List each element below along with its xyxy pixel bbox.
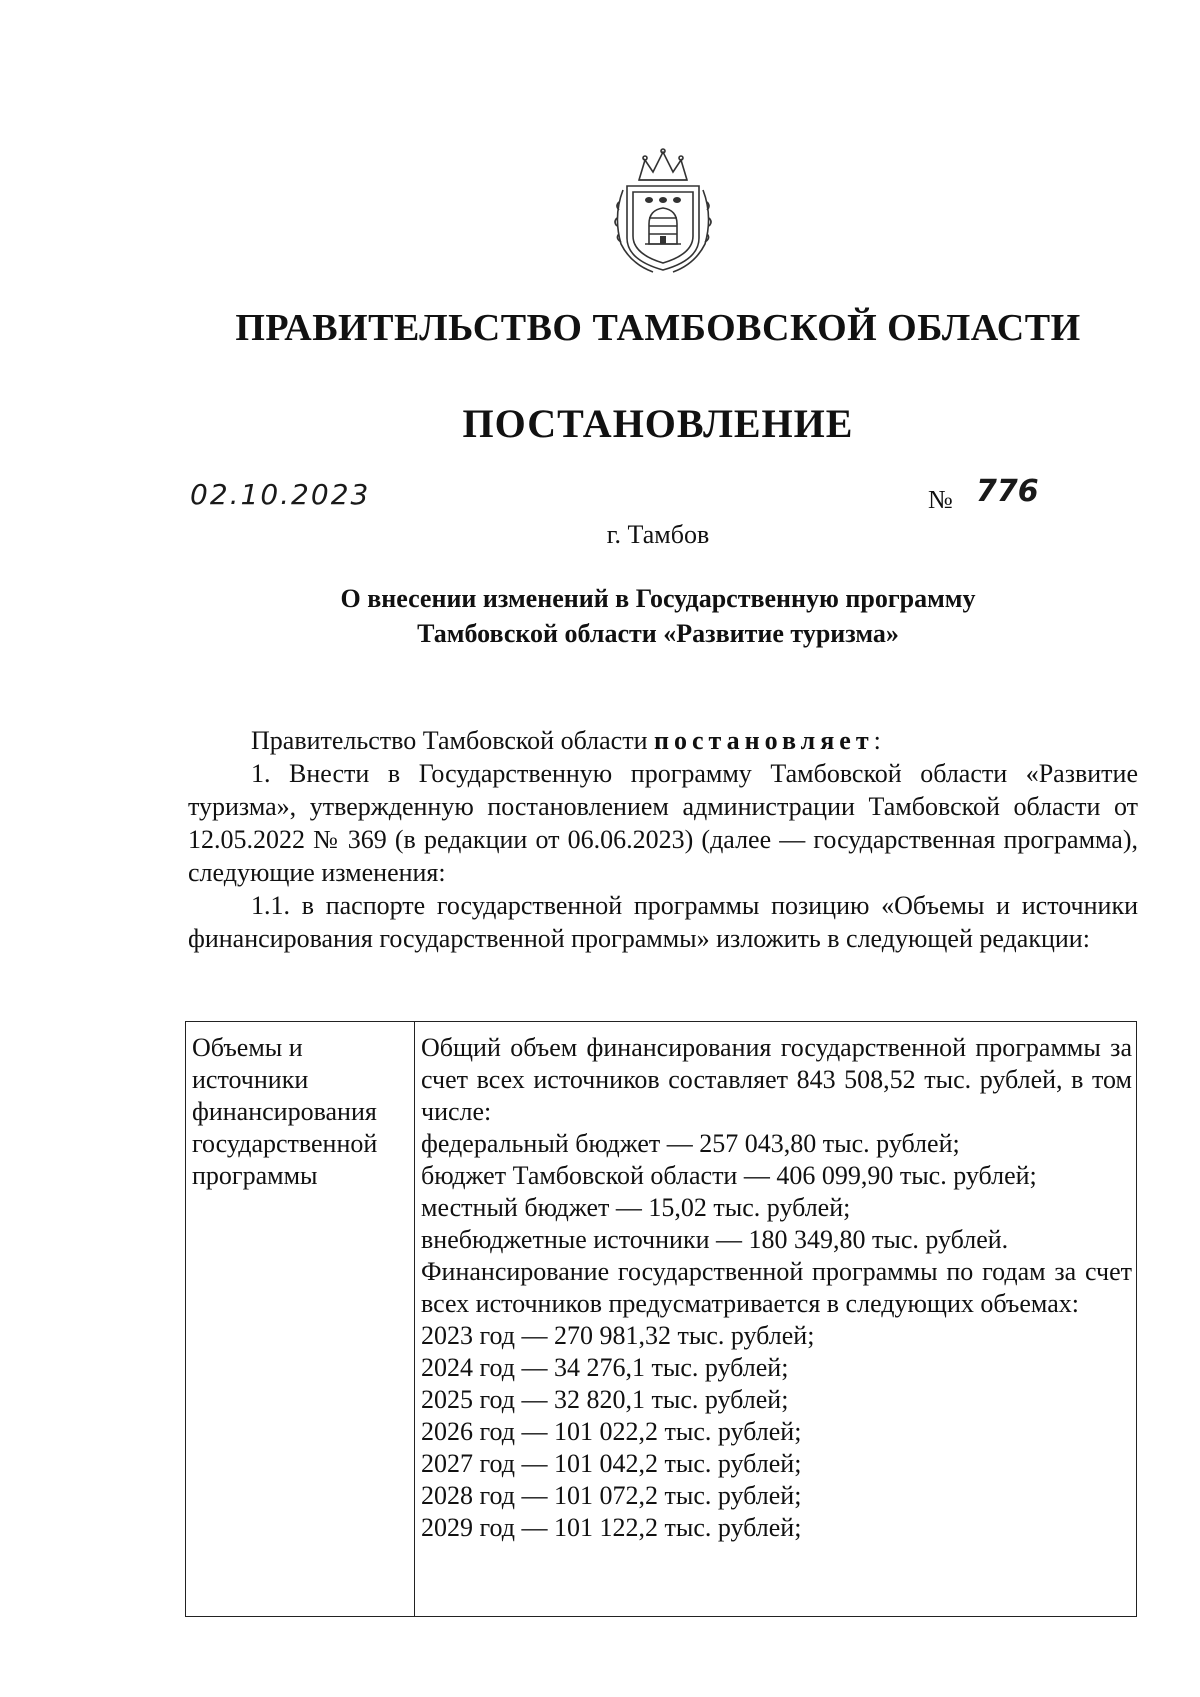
handwritten-number: 776 [976, 474, 1039, 509]
financing-table [185, 1021, 1137, 1617]
financing-details-cell [415, 1022, 1137, 1617]
preamble [188, 724, 1138, 757]
number-sign: № [928, 485, 953, 514]
handwritten-date: 02.10.2023 [190, 478, 371, 511]
financing-label-cell: Объемы и источники финансирования государственной программы [186, 1022, 415, 1617]
financing-year-line: 2023 год — 270 981,32 тыс. рублей; [421, 1321, 815, 1350]
document-type-title: ПОСТАНОВЛЕНИЕ [462, 401, 854, 446]
government-title: ПРАВИТЕЛЬСТВО ТАМБОВСКОЙ ОБЛАСТИ [235, 307, 1081, 349]
paragraph-1: 1. Внести в Государственную программу Тамбовской области «Развитие туризма», утвержденную постановлением администрации Тамбовской области от 12.05.2022 № 369 (в редакции от 06.06.2023) (далее — государственная программа), следующие изменения: [188, 759, 1138, 887]
financing-year-line: 2025 год — 32 820,1 тыс. рублей; [421, 1385, 789, 1414]
preamble-colon: : [873, 726, 881, 755]
financing-line: внебюджетные источники — 180 349,80 тыс. рублей. [421, 1225, 1009, 1254]
subject-line-1: О внесении изменений в Государственную программу [340, 584, 976, 613]
coat-of-arms-emblem [609, 146, 717, 274]
financing-line: местный бюджет — 15,02 тыс. рублей; [421, 1193, 851, 1222]
financing-year-line: 2026 год — 101 022,2 тыс. рублей; [421, 1417, 802, 1446]
body-text [188, 724, 1138, 955]
document-subject [0, 581, 1200, 651]
financing-year-line: 2024 год — 34 276,1 тыс. рублей; [421, 1353, 789, 1382]
financing-year-line: 2029 год — 101 122,2 тыс. рублей; [421, 1513, 802, 1542]
table-row [186, 1022, 1137, 1617]
financing-line: Общий объем финансирования государственной программы за счет всех источников составляет 843 508,52 тыс. рублей, в том числе: [421, 1033, 1132, 1126]
subject-line-2: Тамбовской области «Развитие туризма» [417, 619, 899, 648]
paragraph-1-1: 1.1. в паспорте государственной программы позицию «Объемы и источники финансирования государственной программы» изложить в следующей редакции: [188, 891, 1138, 953]
preamble-resolves: постановляет [654, 726, 874, 755]
financing-year-line: 2028 год — 101 072,2 тыс. рублей; [421, 1481, 802, 1510]
city-label: г. Тамбов [606, 520, 710, 549]
financing-line: Финансирование государственной программы по годам за счет всех источников предусматривается в следующих объемах: [421, 1257, 1132, 1318]
financing-year-line: 2027 год — 101 042,2 тыс. рублей; [421, 1449, 802, 1478]
financing-line: бюджет Тамбовской области — 406 099,90 тыс. рублей; [421, 1161, 1037, 1190]
financing-line: федеральный бюджет — 257 043,80 тыс. рублей; [421, 1129, 960, 1158]
preamble-text: Правительство Тамбовской области [251, 726, 654, 755]
